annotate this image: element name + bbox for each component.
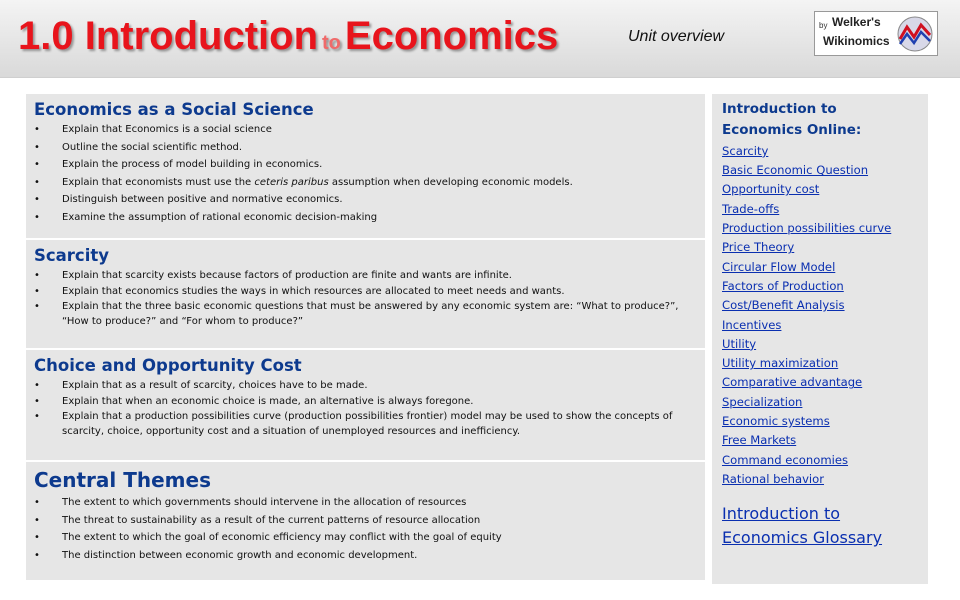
logo-name-text: Welker's: [832, 15, 881, 29]
wikinomics-logo-icon: [896, 15, 934, 53]
link-utility-maximization[interactable]: Utility maximization: [722, 356, 839, 371]
logo-by-text: by: [819, 21, 828, 30]
title-part-introduction: 1.0 Introduction: [18, 14, 318, 58]
section-choice-opportunity-cost: [26, 348, 705, 460]
list-item: • The distinction between economic growth and economic development.: [34, 549, 695, 564]
list-item: • Explain that a production possibilities curve (production possibilities frontier) model may be used to show the concepts of scarcity, choice, opportunity cost and a situation of unemployed resources and inefficiency.: [34, 410, 695, 439]
list-item-text: assumption when developing economic models.: [328, 176, 573, 188]
section-heading: Choice and Opportunity Cost: [34, 356, 302, 375]
header-bar: [0, 0, 960, 78]
section-heading: Economics as a Social Science: [34, 100, 314, 119]
sidebar-title: Introduction to Economics Online:: [722, 101, 862, 138]
outcome-list: [34, 496, 695, 563]
section-heading: Central Themes: [34, 468, 211, 492]
outcome-list: [34, 123, 695, 225]
link-specialization[interactable]: Specialization: [722, 394, 803, 409]
title-part-economics: Economics: [344, 14, 559, 58]
list-item: • Examine the assumption of rational economic decision-making: [34, 211, 695, 226]
section-heading: Scarcity: [34, 246, 110, 265]
list-item: • Explain that Economics is a social science: [34, 123, 695, 138]
link-trade-offs[interactable]: Trade-offs: [722, 201, 780, 216]
link-circular-flow-model[interactable]: Circular Flow Model: [722, 259, 836, 274]
list-item: • The extent to which governments should intervene in the allocation of resources: [34, 496, 695, 511]
list-item: • The threat to sustainability as a result of the current patterns of resource allocation: [34, 514, 695, 529]
ceteris-paribus-term: ceteris paribus: [254, 176, 329, 188]
section-scarcity: [26, 238, 705, 348]
link-scarcity[interactable]: Scarcity: [722, 143, 769, 158]
link-factors-of-production[interactable]: Factors of Production: [722, 278, 844, 293]
online-resources-sidebar: [712, 94, 928, 584]
link-rational-behavior[interactable]: Rational behavior: [722, 471, 825, 486]
list-item: • Explain the process of model building in economics.: [34, 158, 695, 173]
link-price-theory[interactable]: Price Theory: [722, 240, 795, 255]
outcome-list: [34, 379, 695, 439]
list-item: • Explain that scarcity exists because factors of production are finite and wants are infinite.: [34, 269, 695, 284]
resource-link-list: [722, 142, 918, 489]
list-item: • Distinguish between positive and normative economics.: [34, 193, 695, 208]
list-item: • The extent to which the goal of economic efficiency may conflict with the goal of equity: [34, 531, 695, 546]
link-comparative-advantage[interactable]: Comparative advantage: [722, 375, 863, 390]
page-title: [18, 16, 558, 56]
list-item: • Outline the social scientific method.: [34, 141, 695, 156]
list-item: [34, 176, 695, 191]
link-command-economies[interactable]: Command economies: [722, 452, 849, 467]
list-item: • Explain that the three basic economic questions that must be answered by any economic system are: “What to produce?”, “How to produce?” and “For whom to produce?”: [34, 300, 695, 329]
welkers-wikinomics-logo[interactable]: [814, 11, 938, 56]
learning-outcomes-panel: [26, 94, 705, 580]
link-opportunity-cost[interactable]: Opportunity cost: [722, 182, 820, 197]
unit-overview-label: Unit overview: [628, 28, 725, 45]
section-social-science: [26, 94, 705, 238]
link-production-possibilities-curve[interactable]: Production possibilities curve: [722, 221, 892, 236]
link-economics-glossary[interactable]: Introduction to Economics Glossary: [722, 504, 883, 548]
link-cost-benefit-analysis[interactable]: Cost/Benefit Analysis: [722, 298, 845, 313]
link-utility[interactable]: Utility: [722, 336, 757, 351]
outcome-list: [34, 269, 695, 329]
link-free-markets[interactable]: Free Markets: [722, 433, 797, 448]
list-item: • Explain that when an economic choice is made, an alternative is always foregone.: [34, 395, 695, 410]
list-item: • Explain that economics studies the ways in which resources are allocated to meet needs and wants.: [34, 285, 695, 300]
link-economic-systems[interactable]: Economic systems: [722, 414, 830, 428]
link-basic-economic-question[interactable]: Basic Economic Question: [722, 163, 869, 178]
logo-brand-text: Wikinomics: [823, 34, 890, 48]
list-item: • Explain that as a result of scarcity, choices have to be made.: [34, 379, 695, 394]
list-item-text: Explain that economists must use the: [62, 176, 255, 188]
section-central-themes: [26, 460, 705, 580]
link-incentives[interactable]: Incentives: [722, 317, 782, 332]
title-part-to: to: [322, 32, 341, 54]
